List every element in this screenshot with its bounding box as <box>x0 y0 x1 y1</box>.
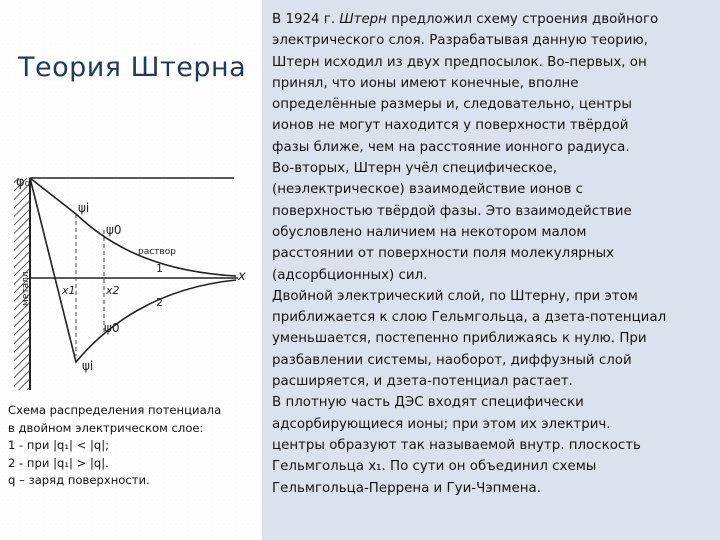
text-line: обусловлено наличием на некотором малом <box>272 224 587 240</box>
text-line: поверхностью твёрдой фазы. Это взаимодействие <box>272 203 632 219</box>
text-line: Гельмгольца-Перрена и Гуи-Чэпмена. <box>272 480 541 496</box>
text-line: приближается к слою Гельмгольца, а дзета-потенциал <box>272 310 667 326</box>
x1-label: x1 <box>62 284 76 297</box>
solution-label: раствор <box>138 247 176 257</box>
text-line: Двойной электрический слой, по Штерну, при этом <box>272 288 638 304</box>
caption-line: 2 - при |q₁| > |q|. <box>8 455 109 470</box>
psi-0-lower-label: ψ0 <box>104 321 120 335</box>
stern-theory-paragraph <box>272 9 712 499</box>
stern-name-italic: Штерн <box>339 12 387 27</box>
text-line: центры образуют так называемой внутр. плоскость <box>272 437 641 453</box>
curve-2-label: 2 <box>156 296 163 309</box>
caption-line: q – заряд поверхности. <box>8 473 150 488</box>
phi0-axis-label: φ₀ <box>16 175 30 190</box>
text-line: фазы ближе, чем на расстояние ионного радиуса. <box>272 139 630 155</box>
diagram-caption <box>8 402 258 490</box>
text-line: электрического слоя. Разрабатывая данную теорию, <box>272 33 648 49</box>
text-line: Гельмгольца x₁. По сути он объединил схемы <box>272 459 597 475</box>
text-line: (адсорбционных) сил. <box>272 267 428 283</box>
text-fragment: В 1924 г. <box>272 12 340 27</box>
text-line: определённые размеры и, следовательно, центры <box>272 97 632 113</box>
metal-label: металл <box>21 271 31 306</box>
psi-0-upper-label: ψ0 <box>106 223 122 237</box>
text-fragment: предложил схему строения двойного <box>386 12 659 27</box>
text-line: адсорбирующиеся ионы; при этом их электрич. <box>272 416 611 432</box>
text-line: В плотную часть ДЭС входят специфически <box>272 395 584 411</box>
x-axis-label: x <box>238 269 246 284</box>
caption-line: в двойном электрическом слое: <box>8 420 204 435</box>
text-line: расстоянии от поверхности поля молекулярных <box>272 246 615 262</box>
curve-1 <box>30 178 236 276</box>
x2-label: x2 <box>106 284 120 297</box>
text-line: ионов не могут находится у поверхности твёрдой <box>272 118 629 134</box>
text-line: Штерн исходил из двух предпосылок. Во-первых, он <box>272 54 647 70</box>
text-line: (неэлектрическое) взаимодействие ионов с <box>272 182 583 198</box>
caption-line: 1 - при |q₁| < |q|; <box>8 438 110 453</box>
psi-i-lower-label: ψi <box>82 359 94 373</box>
text-line: уменьшается, постепенно приближаясь к нулю. При <box>272 331 647 347</box>
text-line <box>272 9 712 30</box>
text-line: Во-вторых, Штерн учёл специфическое, <box>272 161 557 177</box>
text-line: расширяется, и дзета-потенциал растает. <box>272 374 573 390</box>
caption-line: Схема распределения потенциала <box>8 403 222 417</box>
stern-potential-diagram <box>6 156 250 394</box>
slide-title: Теория Штерна <box>18 52 247 83</box>
curve-1-label: 1 <box>156 262 163 275</box>
psi-i-upper-label: ψi <box>78 201 90 215</box>
text-line: разбавлении системы, наоборот, диффузный слой <box>272 352 632 368</box>
curve-2 <box>30 178 236 362</box>
text-line: принял, что ионы имеют конечные, вполне <box>272 75 579 91</box>
